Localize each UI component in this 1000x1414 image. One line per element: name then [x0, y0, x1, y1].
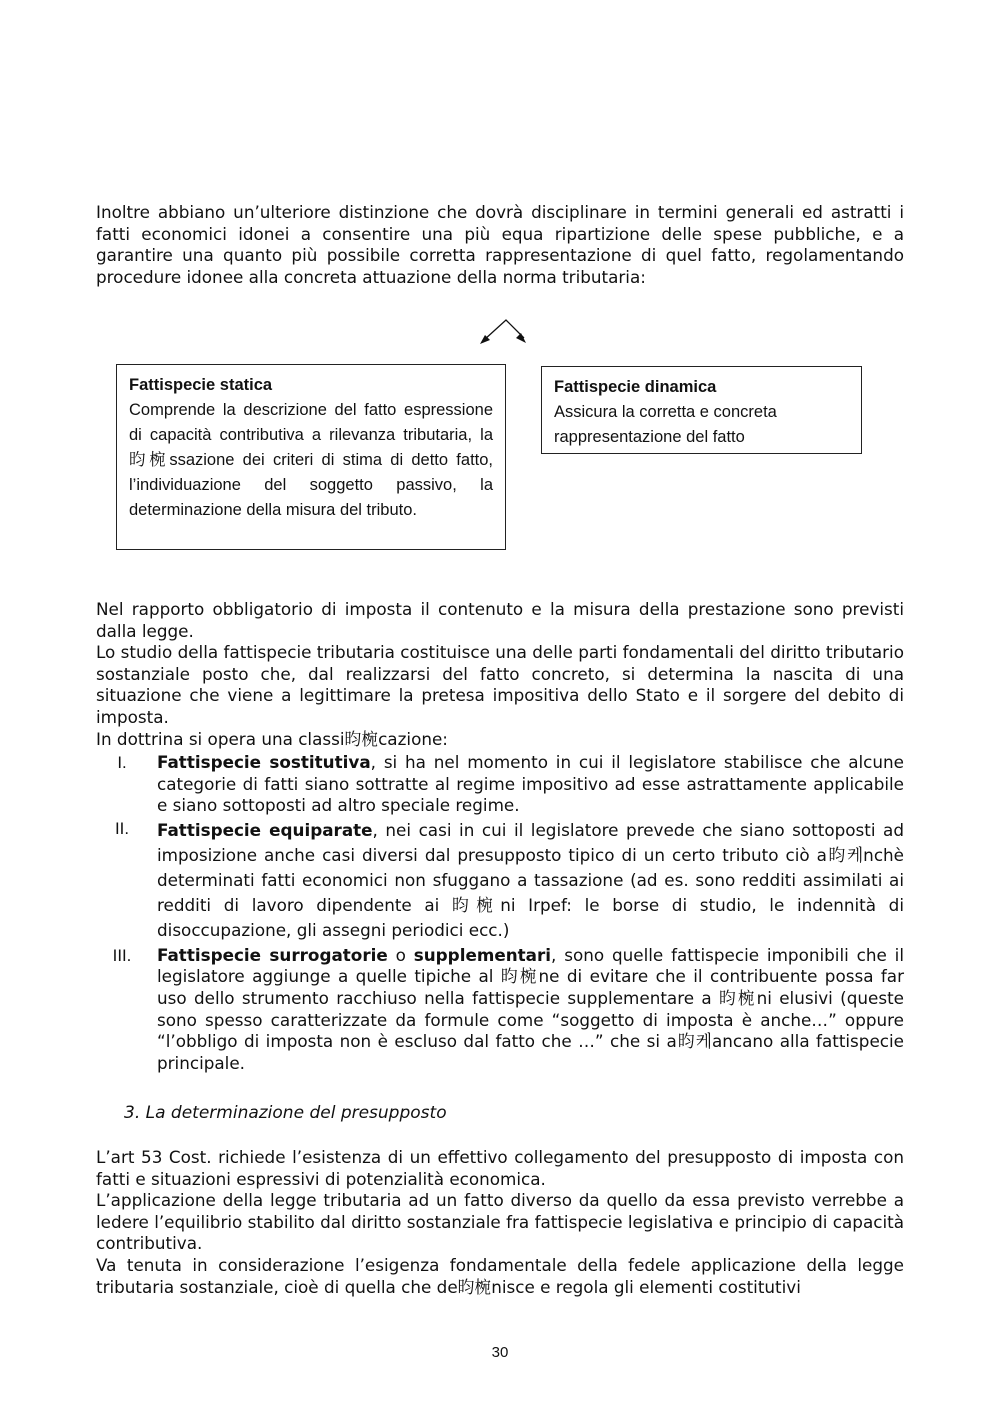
branch-arrows-icon [476, 316, 532, 346]
list-term: Fattispecie sostitutiva [157, 752, 371, 772]
box-title: Fattispecie statica [129, 376, 273, 394]
page-number: 30 [491, 1344, 509, 1361]
list-number: I. [117, 753, 127, 772]
list-term: Fattispecie surrogatorie [157, 944, 388, 965]
list-item [96, 945, 904, 1075]
box-body: Comprende la descrizione del fatto espressione di capacità contributiva a rilevanza tributaria, la 昀椀ssazione dei criteri di stima di detto fatto, l’individuazione del soggetto passivo, la determinazione della misura del tributo. [129, 401, 493, 519]
list-text: , nei casi in cui il legislatore prevede che siano sottoposti ad imposizione anche casi diversi dal presupposto tipico di un certo tributo ciò a昀케nchè determinati fatti economici non sfuggano a tassazione (ad es. sono redditi assimilati ai redditi di lavoro dipendente ai 昀椀ni Irpef: le borse di studio, le indennità di disoccupazione, gli assegni periodici ecc.) [157, 819, 904, 940]
list-term: supplementari [413, 944, 552, 965]
section-heading: 3. La determinazione del presupposto [124, 1103, 447, 1123]
paragraph: L’applicazione della legge tributaria ad un fatto diverso da quello da essa previsto verrebbe a ledere l’equilibrio stabilito dal diritto sostanziale fra fattispecie legislativa e principio di capacità contributiva. [96, 1190, 904, 1254]
paragraph: L’art 53 Cost. richiede l’esistenza di un effettivo collegamento del presupposto di imposta con fatti e situazioni espressivi di potenzialità economica. [96, 1147, 904, 1189]
list-item [96, 818, 904, 943]
list-number: III. [112, 945, 132, 965]
list-text: , sono quelle fattispecie imponibili che il legislatore aggiunge a quelle tipiche al 昀椀ne di evitare che il contribuente possa far uso dello strumento racchiuso nella fattispecie supplementare a 昀椀ni elusivi (queste sono spesso caratterizzate da formule come “soggetto di imposta è anche…” oppure “l’obbligo di imposta non è escluso dal fatto che …” che si a昀케ancano alla fattispecie principale. [157, 944, 905, 1073]
paragraph: Va tenuta in considerazione l’esigenza fondamentale della fedele applicazione della legge tributaria sostanziale, cioè di quella che de昀椀nisce e regola gli elementi costitutivi [96, 1255, 904, 1297]
paragraph: In dottrina si opera una classi昀椀cazione: [96, 729, 448, 749]
box-body: Assicura la corretta e concreta rappresentazione del fatto [554, 403, 777, 446]
list-connector: o [387, 944, 414, 965]
intro-paragraph: Inoltre abbiano un’ulteriore distinzione che dovrà disciplinare in termini generali ed astratti i fatti economici idonei a consentire una più equa ripartizione delle spese pubbliche, e a garantire una quanto più possibile corretta rappresentazione di quel fatto, regolamentando procedure idonee alla concreta attuazione della norma tributaria: [96, 202, 904, 287]
list-item [96, 752, 904, 817]
dynamic-fattispecie-box [541, 366, 862, 454]
list-term: Fattispecie equiparate [157, 819, 373, 840]
static-fattispecie-box [116, 364, 506, 550]
paragraph: Lo studio della fattispecie tributaria costituisce una delle parti fondamentali del diritto tributario sostanziale posto che, dal realizzarsi del fatto concreto, si determina la nascita di una situazione che viene a legittimare la pretesa impositiva dello Stato e il sorgere del debito di imposta. [96, 642, 904, 727]
box-title: Fattispecie dinamica [554, 378, 717, 396]
list-number: II. [115, 818, 129, 838]
list-text: , si ha nel momento in cui il legislatore stabilisce che alcune categorie di fatti siano sottratte al regime impositivo ad esse astrattamente applicabile e siano sottoposti ad altro speciale regime. [157, 752, 904, 816]
paragraph: Nel rapporto obbligatorio di imposta il contenuto e la misura della prestazione sono previsti dalla legge. [96, 599, 904, 641]
classification-list [96, 752, 904, 1074]
